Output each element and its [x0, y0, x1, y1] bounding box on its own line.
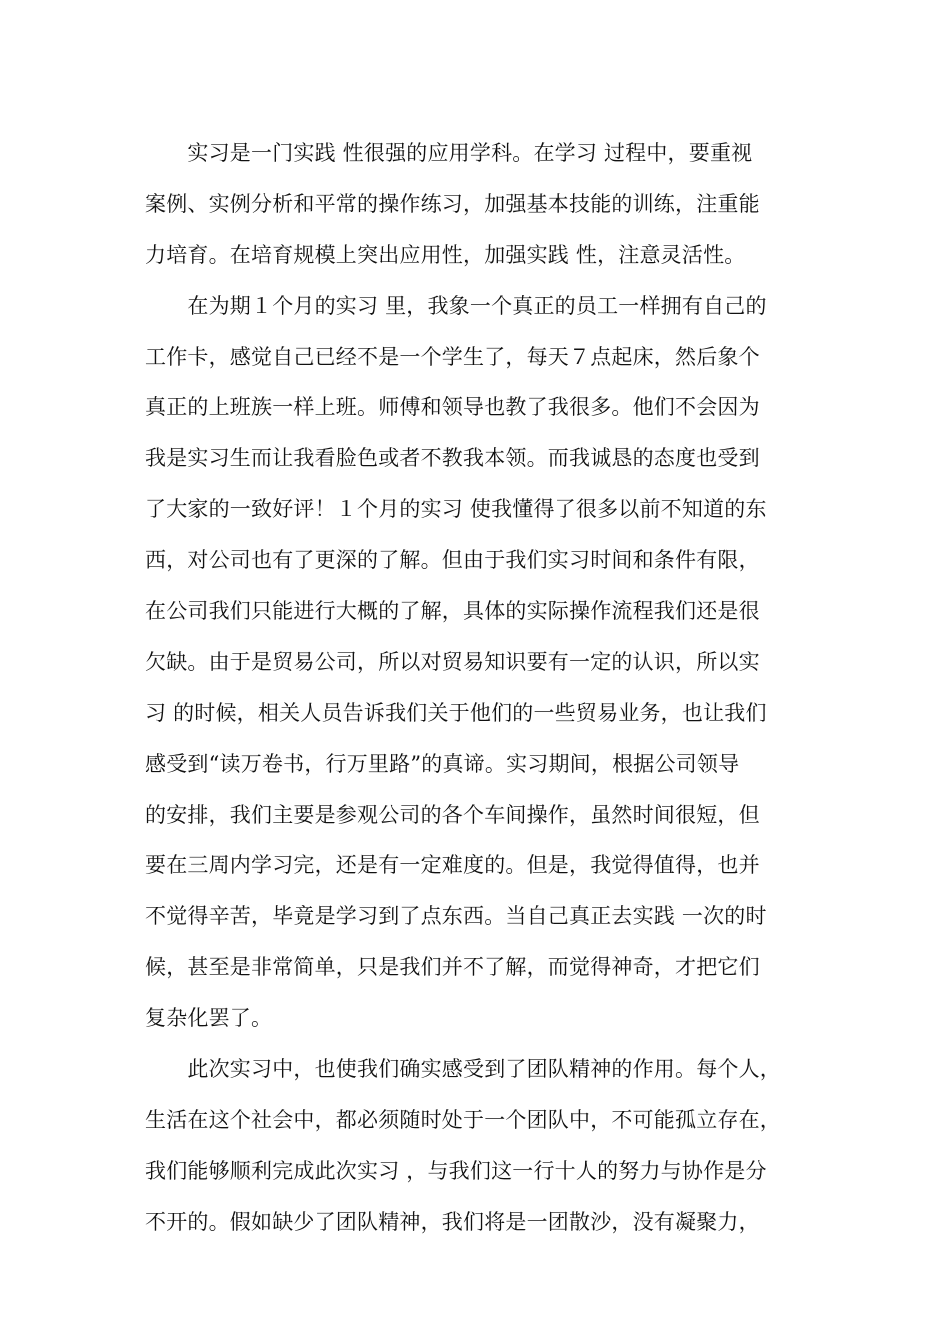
body-text: [145, 128, 835, 1248]
text-line: 真正的上班族一样上班。师傅和领导也教了我很多。他们不会因为: [145, 395, 760, 420]
text-line: 了大家的一致好评！１个月的实习 使我懂得了很多以前不知道的东: [145, 497, 767, 522]
text-line: 案例、实例分析和平常的操作练习，加强基本技能的训练，注重能: [145, 191, 760, 216]
text-line: 欠缺。由于是贸易公司，所以对贸易知识要有一定的认识，所以实: [145, 649, 760, 674]
text-line: 要在三周内学习完，还是有一定难度的。但是，我觉得值得，也并: [145, 853, 760, 878]
text-line: 我们能够顺利完成此次实习 ，与我们这一行十人的努力与协作是分: [145, 1158, 767, 1183]
text-line: 生活在这个社会中，都必须随时处于一个团队中，不可能孤立存在，: [145, 1107, 781, 1132]
text-line: 复杂化罢了。: [145, 1006, 273, 1031]
text-line: 实习是一门实践 性很强的应用学科。在学习 过程中，要重视: [145, 141, 753, 165]
text-line: 习 的时候，相关人员告诉我们关于他们的一些贸易业务，也让我们: [145, 700, 767, 725]
text-line: 工作卡，感觉自己已经不是一个学生了，每天７点起床，然后象个: [145, 344, 760, 369]
text-line: 在为期１个月的实习 里，我象一个真正的员工一样拥有自己的: [145, 293, 767, 318]
text-line: 在公司我们只能进行大概的了解，具体的实际操作流程我们还是很: [145, 599, 760, 624]
text-line: 力培育。在培育规模上突出应用性，加强实践 性，注意灵活性。: [145, 242, 746, 267]
text-line: 不觉得辛苦，毕竟是学习到了点东西。当自己真正去实践 一次的时: [145, 904, 767, 929]
text-line: 我是实习生而让我看脸色或者不教我本领。而我诚恳的态度也受到: [145, 446, 760, 471]
text-line: 感受到“读万卷书，行万里路”的真谛。实习期间，根据公司领导: [145, 751, 740, 776]
text-line: 不开的。假如缺少了团队精神，我们将是一团散沙，没有凝聚力，: [145, 1209, 760, 1234]
text-line: 的安排，我们主要是参观公司的各个车间操作，虽然时间很短，但: [145, 802, 760, 827]
text-line: 此次实习中，也使我们确实感受到了团队精神的作用。每个人，: [145, 1057, 781, 1082]
text-line: 候，甚至是非常简单，只是我们并不了解，而觉得神奇，才把它们: [145, 955, 760, 980]
text-line: 西，对公司也有了更深的了解。但由于我们实习时间和条件有限，: [145, 548, 760, 573]
